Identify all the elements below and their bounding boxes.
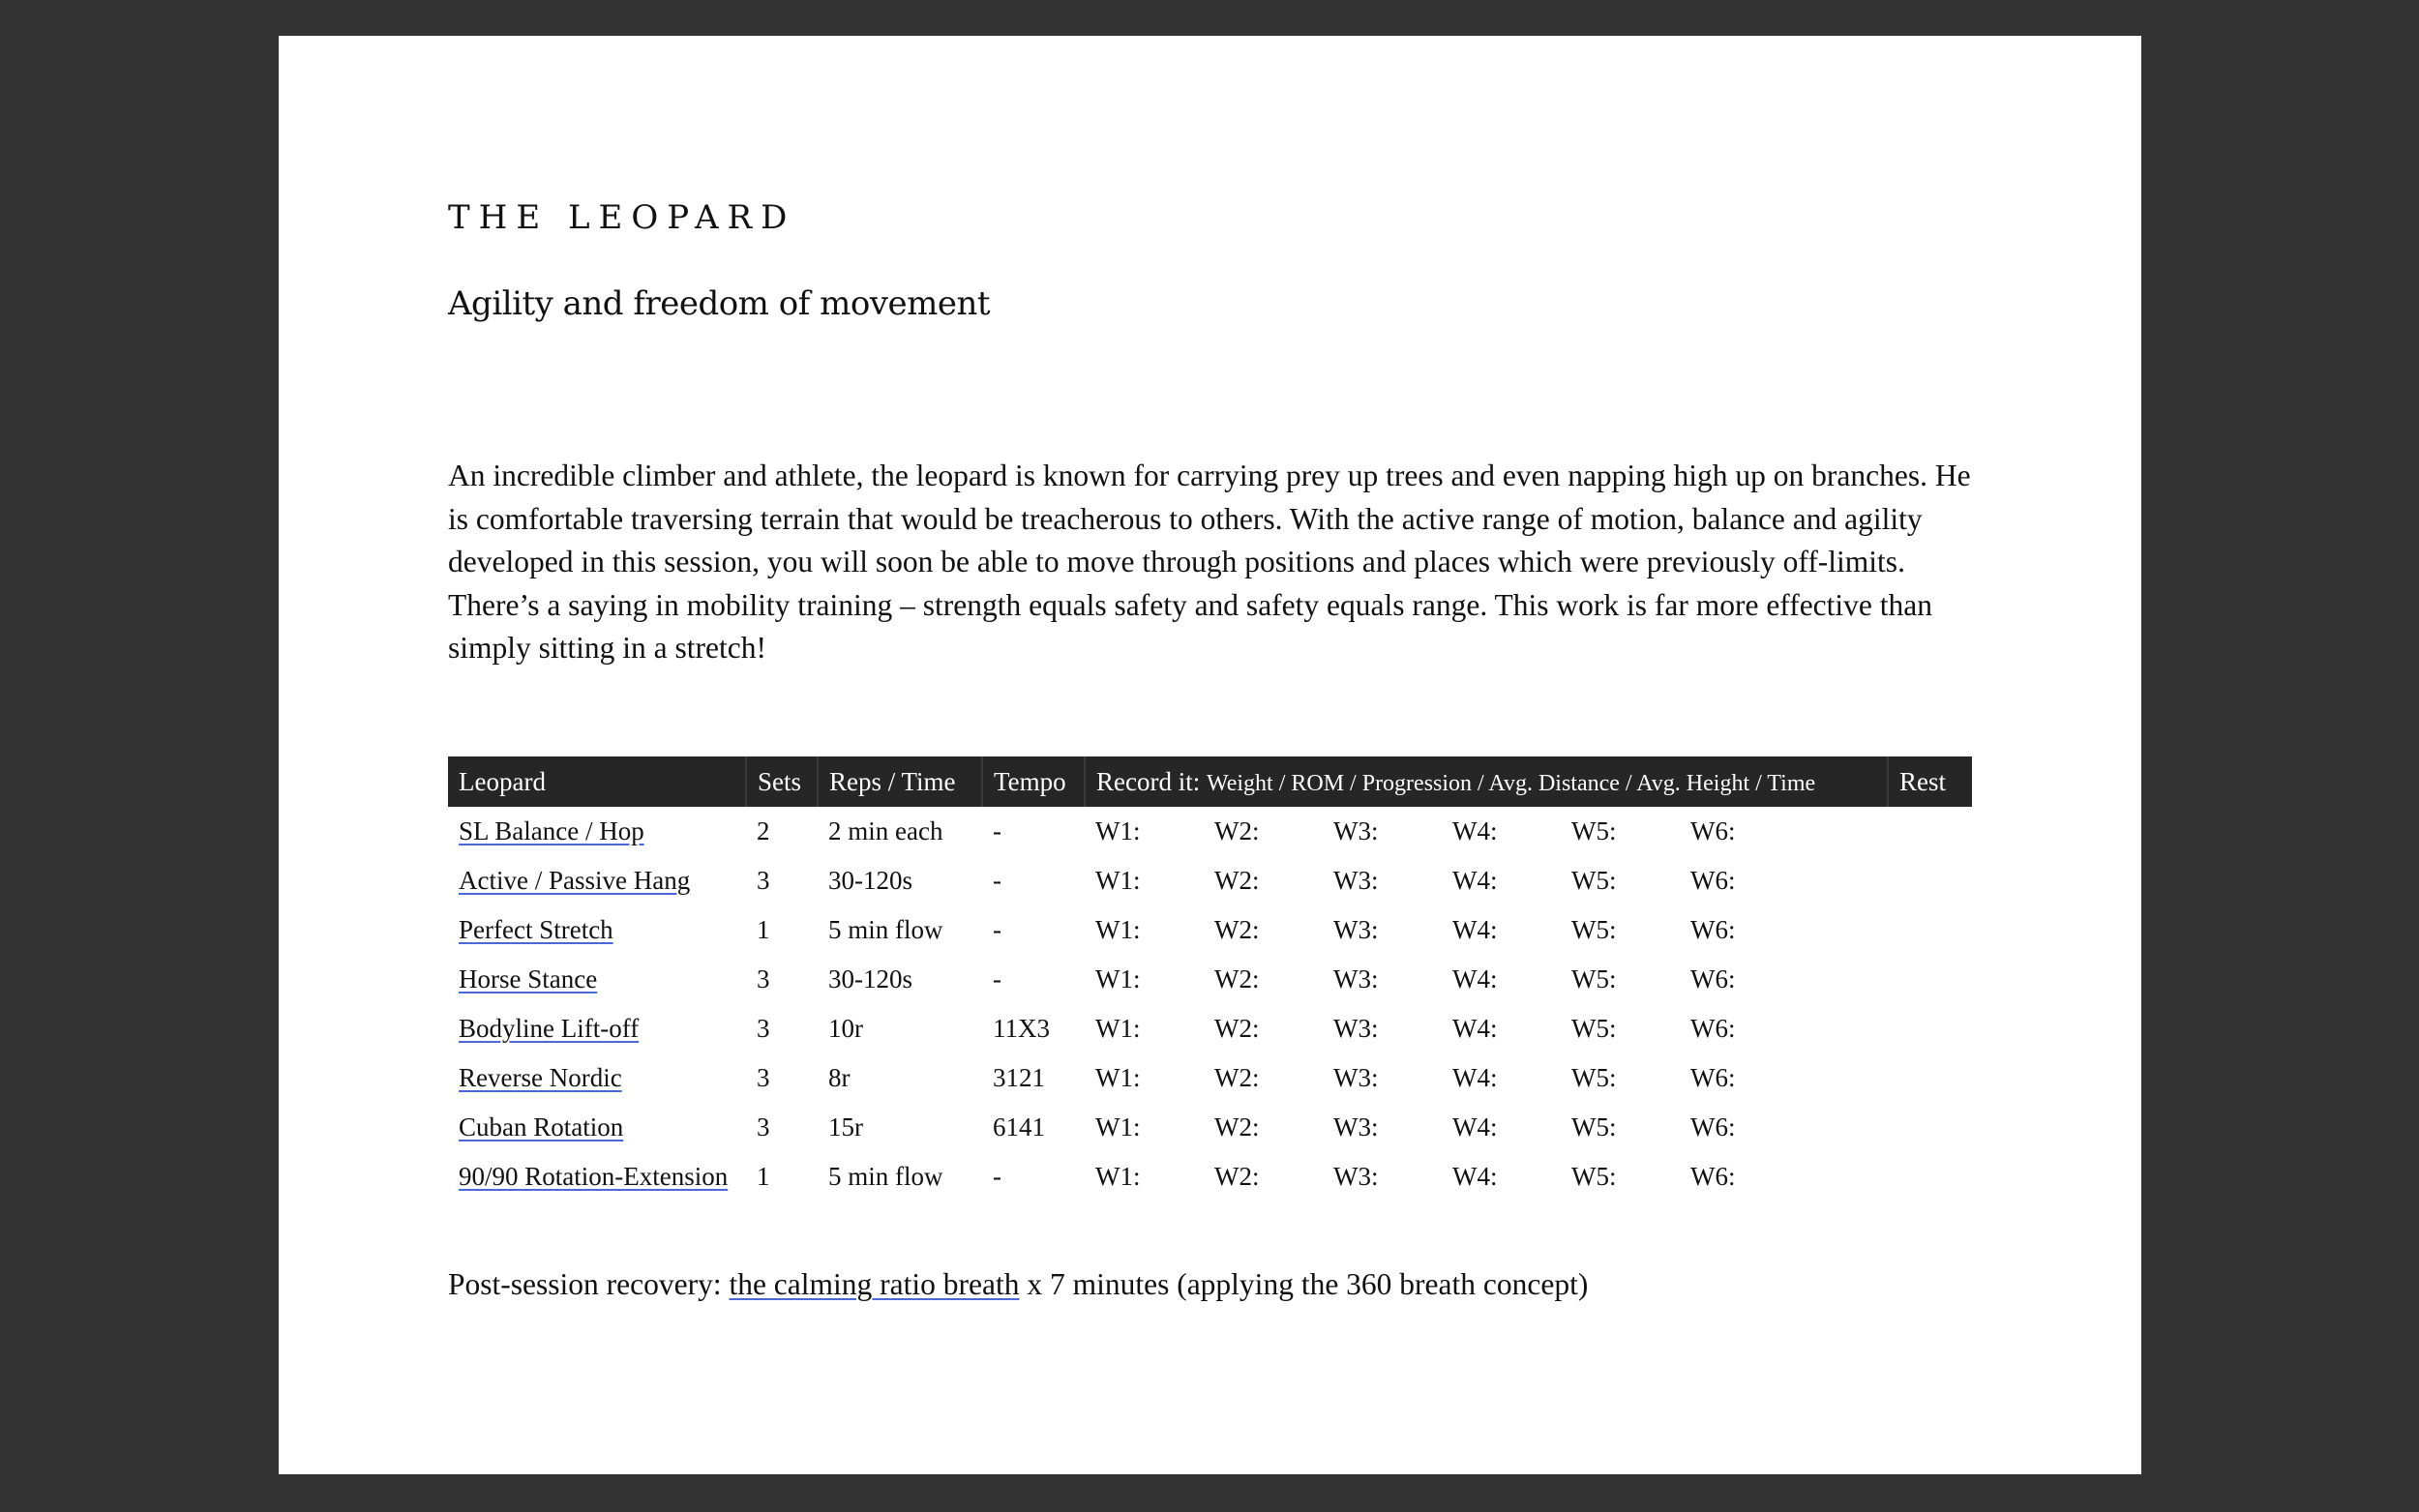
week-4-label: W4: — [1452, 1162, 1498, 1191]
week-2-label: W2: — [1214, 1112, 1260, 1141]
sets-cell: 3 — [757, 1063, 770, 1092]
week-2-label: W2: — [1214, 1063, 1260, 1092]
week-3-label: W3: — [1333, 1162, 1379, 1191]
table-header-row — [448, 756, 1972, 807]
week-3-label: W3: — [1333, 816, 1379, 845]
week-4-label: W4: — [1452, 816, 1498, 845]
week-6-label: W6: — [1690, 1162, 1736, 1191]
exercise-link[interactable]: Perfect Stretch — [459, 915, 613, 944]
record-cell — [1085, 905, 1888, 955]
exercise-link[interactable]: 90/90 Rotation-Extension — [459, 1162, 729, 1191]
document-subtitle: Agility and freedom of movement — [448, 284, 991, 323]
rest-cell — [1888, 1103, 1972, 1152]
week-4-label: W4: — [1452, 1112, 1498, 1141]
week-6-label: W6: — [1690, 915, 1736, 944]
reps-cell: 30-120s — [828, 964, 912, 993]
tempo-cell: 3121 — [993, 1063, 1045, 1092]
week-2-label: W2: — [1214, 915, 1260, 944]
tempo-cell: - — [993, 866, 1001, 895]
week-3-label: W3: — [1333, 1014, 1379, 1043]
recovery-prefix: Post-session recovery: — [448, 1267, 730, 1301]
week-6-label: W6: — [1690, 816, 1736, 845]
sets-cell: 2 — [757, 816, 770, 845]
week-3-label: W3: — [1333, 915, 1379, 944]
week-6-label: W6: — [1690, 1014, 1736, 1043]
rest-cell — [1888, 807, 1972, 856]
week-1-label: W1: — [1095, 1112, 1141, 1141]
reps-cell: 5 min flow — [828, 1162, 943, 1191]
week-1-label: W1: — [1095, 1014, 1141, 1043]
recovery-suffix: x 7 minutes (applying the 360 breath concept) — [1019, 1267, 1589, 1301]
week-4-label: W4: — [1452, 1014, 1498, 1043]
header-record — [1085, 756, 1888, 807]
document-page — [279, 36, 2141, 1474]
week-4-label: W4: — [1452, 866, 1498, 895]
week-2-label: W2: — [1214, 866, 1260, 895]
week-1-label: W1: — [1095, 1162, 1141, 1191]
week-5-label: W5: — [1571, 1014, 1617, 1043]
sets-cell: 3 — [757, 866, 770, 895]
header-record-prefix: Record it: — [1096, 766, 1201, 796]
table-row — [448, 1004, 1972, 1053]
reps-cell: 5 min flow — [828, 915, 943, 944]
header-reps: Reps / Time — [818, 756, 982, 807]
table-row — [448, 856, 1972, 905]
week-6-label: W6: — [1690, 964, 1736, 993]
exercise-link[interactable]: Reverse Nordic — [459, 1063, 622, 1092]
rest-cell — [1888, 905, 1972, 955]
record-cell — [1085, 807, 1888, 856]
header-rest: Rest — [1888, 756, 1972, 807]
week-5-label: W5: — [1571, 1112, 1617, 1141]
sets-cell: 1 — [757, 1162, 770, 1191]
week-4-label: W4: — [1452, 1063, 1498, 1092]
exercise-link[interactable]: Active / Passive Hang — [459, 866, 691, 895]
table-row — [448, 955, 1972, 1004]
sets-cell: 1 — [757, 915, 770, 944]
week-2-label: W2: — [1214, 816, 1260, 845]
tempo-cell: - — [993, 964, 1001, 993]
document-title: THE LEOPARD — [448, 198, 796, 237]
sets-cell: 3 — [757, 1014, 770, 1043]
week-6-label: W6: — [1690, 866, 1736, 895]
exercise-table — [448, 756, 1972, 1237]
rest-cell — [1888, 1053, 1972, 1103]
record-cell — [1085, 1053, 1888, 1103]
reps-cell: 10r — [828, 1014, 863, 1043]
week-5-label: W5: — [1571, 1162, 1617, 1191]
table-row — [448, 807, 1972, 856]
exercise-name-cell — [448, 1004, 746, 1053]
header-tempo: Tempo — [982, 756, 1085, 807]
week-5-label: W5: — [1571, 964, 1617, 993]
week-1-label: W1: — [1095, 1063, 1141, 1092]
recovery-note — [448, 1267, 1588, 1302]
week-4-label: W4: — [1452, 964, 1498, 993]
header-exercise: Leopard — [448, 756, 746, 807]
header-sets: Sets — [746, 756, 818, 807]
exercise-link[interactable]: Cuban Rotation — [459, 1112, 624, 1141]
week-1-label: W1: — [1095, 866, 1141, 895]
record-cell — [1085, 955, 1888, 1004]
rest-cell — [1888, 1004, 1972, 1053]
exercise-name-cell — [448, 1152, 746, 1237]
calming-ratio-breath-link[interactable]: the calming ratio breath — [729, 1267, 1020, 1301]
exercise-link[interactable]: Horse Stance — [459, 964, 598, 993]
reps-cell: 2 min each — [828, 816, 943, 845]
week-2-label: W2: — [1214, 1162, 1260, 1191]
week-3-label: W3: — [1333, 1112, 1379, 1141]
table-row — [448, 1103, 1972, 1152]
week-5-label: W5: — [1571, 1063, 1617, 1092]
header-record-fields: Weight / ROM / Progression / Avg. Distance / Avg. Height / Time — [1206, 770, 1816, 796]
record-cell — [1085, 1152, 1888, 1237]
exercise-name-cell — [448, 856, 746, 905]
week-2-label: W2: — [1214, 1014, 1260, 1043]
tempo-cell: 6141 — [993, 1112, 1045, 1141]
week-5-label: W5: — [1571, 816, 1617, 845]
week-2-label: W2: — [1214, 964, 1260, 993]
table-row — [448, 1053, 1972, 1103]
sets-cell: 3 — [757, 1112, 770, 1141]
exercise-name-cell — [448, 1053, 746, 1103]
exercise-name-cell — [448, 955, 746, 1004]
reps-cell: 15r — [828, 1112, 863, 1141]
sets-cell: 3 — [757, 964, 770, 993]
week-3-label: W3: — [1333, 1063, 1379, 1092]
rest-cell — [1888, 1152, 1972, 1237]
rest-cell — [1888, 955, 1972, 1004]
week-6-label: W6: — [1690, 1112, 1736, 1141]
record-cell — [1085, 1103, 1888, 1152]
tempo-cell: - — [993, 1162, 1001, 1191]
week-5-label: W5: — [1571, 915, 1617, 944]
exercise-name-cell — [448, 807, 746, 856]
exercise-name-cell — [448, 1103, 746, 1152]
exercise-link[interactable]: SL Balance / Hop — [459, 816, 644, 845]
reps-cell: 30-120s — [828, 866, 912, 895]
record-cell — [1085, 1004, 1888, 1053]
record-cell — [1085, 856, 1888, 905]
table-row — [448, 1152, 1972, 1237]
exercise-name-cell — [448, 905, 746, 955]
rest-cell — [1888, 856, 1972, 905]
week-3-label: W3: — [1333, 964, 1379, 993]
week-5-label: W5: — [1571, 866, 1617, 895]
reps-cell: 8r — [828, 1063, 851, 1092]
week-1-label: W1: — [1095, 964, 1141, 993]
week-1-label: W1: — [1095, 915, 1141, 944]
week-4-label: W4: — [1452, 915, 1498, 944]
tempo-cell: - — [993, 816, 1001, 845]
tempo-cell: 11X3 — [993, 1014, 1050, 1043]
intro-paragraph: An incredible climber and athlete, the leopard is known for carrying prey up trees and even napping high up on branches. He is comfortable traversing terrain that would be treacherous to others. With the active range of motion, balance and agility developed in this session, you will soon be able to move through positions and places which were previously off-limits. There’s a saying in mobility training – strength equals safety and safety equals range. This work is far more effective than simply sitting in a stretch! — [448, 459, 1971, 666]
table-row — [448, 905, 1972, 955]
week-6-label: W6: — [1690, 1063, 1736, 1092]
exercise-link[interactable]: Bodyline Lift-off — [459, 1014, 640, 1043]
tempo-cell: - — [993, 915, 1001, 944]
week-1-label: W1: — [1095, 816, 1141, 845]
week-3-label: W3: — [1333, 866, 1379, 895]
